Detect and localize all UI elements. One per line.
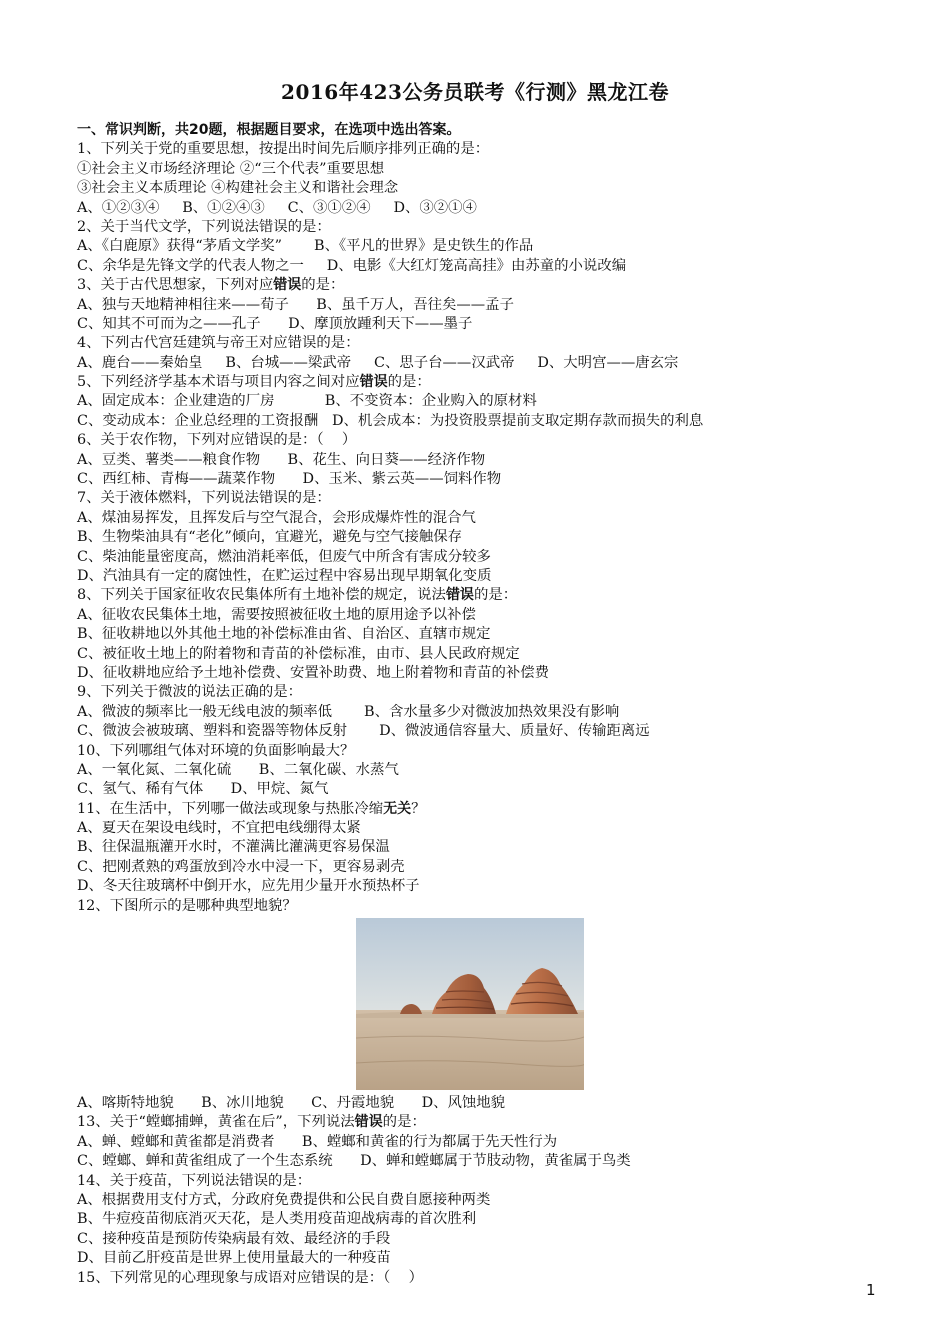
q10-options-2: C、氢气、稀有气体 D、甲烷、氮气 <box>77 781 329 798</box>
q5-stem-pre: 5、下列经济学基本术语与项目内容之间对应 <box>77 374 360 391</box>
q4-options: A、鹿台——秦始皇 B、台城——梁武帝 C、思子台——汉武帝 D、大明宫——唐玄宗 <box>77 354 679 371</box>
q6-options-2: C、西红柿、青梅——蔬菜作物 D、玉米、紫云英——饲料作物 <box>77 471 502 488</box>
q10-options-1: A、一氧化氮、二氧化硫 B、二氧化碳、水蒸气 <box>77 761 399 778</box>
landform-photo <box>356 918 584 1090</box>
yardang-landform-illustration <box>356 918 584 1090</box>
q14-stem: 14、关于疫苗，下列说法错误的是： <box>77 1172 312 1189</box>
q1-items-2: ③社会主义本质理论 ④构建社会主义和谐社会理念 <box>77 180 399 197</box>
q9-options-1: A、微波的频率比一般无线电波的频率低 B、含水量多少对微波加热效果没有影响 <box>77 703 620 720</box>
q11-stem-emphasis: 无关 <box>383 800 412 817</box>
q11-option-d: D、冬天往玻璃杯中倒开水，应先用少量开水预热杯子 <box>77 878 420 895</box>
q5-options-1: A、固定成本：企业建造的厂房 B、不变资本：企业购入的原材料 <box>77 393 537 410</box>
q1-options: A、①②③④ B、①②④③ C、③①②④ D、③②①④ <box>77 199 477 216</box>
page-number: 1 <box>866 1281 876 1299</box>
q12-stem: 12、下图所示的是哪种典型地貌？ <box>77 897 297 914</box>
q5-stem-emphasis: 错误 <box>359 374 388 391</box>
q14-option-d: D、目前乙肝疫苗是世界上使用量最大的一种疫苗 <box>77 1250 391 1267</box>
q14-option-a: A、根据费用支付方式，分政府免费提供和公民自费自愿接种两类 <box>77 1191 491 1208</box>
q12-options: A、喀斯特地貌 B、冰川地貌 C、丹霞地貌 D、风蚀地貌 <box>77 1095 506 1112</box>
q2-options-1: A、《白鹿原》获得“茅盾文学奖” B、《平凡的世界》是史铁生的作品 <box>77 238 534 255</box>
q7-option-a: A、煤油易挥发，且挥发后与空气混合，会形成爆炸性的混合气 <box>77 509 476 526</box>
q2-stem: 2、关于当代文学，下列说法错误的是： <box>77 218 331 235</box>
q8-stem-emphasis: 错误 <box>445 587 474 604</box>
q3-options-2: C、知其不可而为之——孔子 D、摩顶放踵利天下——墨子 <box>77 315 473 332</box>
q3-stem <box>77 276 897 295</box>
q11-stem-pre: 11、在生活中，下列哪一做法或现象与热胀冷缩 <box>77 800 384 817</box>
q8-option-c: C、被征收土地上的附着物和青苗的补偿标准，由市、县人民政府规定 <box>77 645 520 662</box>
q12-figure-container <box>77 916 897 1094</box>
q4-stem: 4、下列古代宫廷建筑与帝王对应错误的是： <box>77 335 360 352</box>
q3-stem-pre: 3、关于古代思想家，下列对应 <box>77 277 274 294</box>
q10-stem: 10、下列哪组气体对环境的负面影响最大？ <box>77 742 355 759</box>
q9-stem: 9、下列关于微波的说法正确的是： <box>77 684 303 701</box>
q7-option-c: C、柴油能量密度高，燃油消耗率低，但废气中所含有害成分较多 <box>77 548 491 565</box>
q7-option-b: B、生物柴油具有“老化”倾向，宜避光，避免与空气接触保存 <box>77 529 463 546</box>
q5-options-2: C、变动成本：企业总经理的工资报酬 D、机会成本：为投资股票提前支取定期存款而损失的利息 <box>77 412 704 429</box>
q6-stem: 6、关于农作物，下列对应错误的是：（ ） <box>77 432 357 449</box>
q13-stem-emphasis: 错误 <box>354 1114 383 1131</box>
q13-stem-pre: 13、关于“螳螂捕蝉，黄雀在后”，下列说法 <box>77 1114 355 1131</box>
q1-items-1: ①社会主义市场经济理论 ②“三个代表”重要思想 <box>77 160 385 177</box>
question-list <box>77 121 897 1288</box>
q8-stem-post: 的是： <box>473 587 518 604</box>
q13-stem-post: 的是： <box>382 1114 426 1131</box>
q9-options-2: C、微波会被玻璃、塑料和瓷器等物体反射 D、微波通信容量大、质量好、传输距离远 <box>77 723 650 740</box>
q5-stem-post: 的是： <box>387 374 431 391</box>
q13-options-2: C、螳螂、蝉和黄雀组成了一个生态系统 D、蝉和螳螂属于节肢动物，黄雀属于鸟类 <box>77 1153 631 1170</box>
q8-option-d: D、征收耕地应给予土地补偿费、安置补助费、地上附着物和青苗的补偿费 <box>77 664 550 681</box>
q11-option-c: C、把刚煮熟的鸡蛋放到冷水中浸一下，更容易剥壳 <box>77 858 405 875</box>
q14-option-b: B、牛痘疫苗彻底消灭天花，是人类用疫苗迎战病毒的首次胜利 <box>77 1211 477 1228</box>
q8-stem <box>77 586 897 605</box>
q6-options-1: A、豆类、薯类——粮食作物 B、花生、向日葵——经济作物 <box>77 451 486 468</box>
section-heading: 一、常识判断，共20题，根据题目要求，在选项中选出答案。 <box>77 122 461 138</box>
q15-stem: 15、下列常见的心理现象与成语对应错误的是：（ ） <box>77 1269 424 1286</box>
q13-options-1: A、蝉、螳螂和黄雀都是消费者 B、螳螂和黄雀的行为都属于先天性行为 <box>77 1133 558 1150</box>
q3-stem-emphasis: 错误 <box>273 277 302 294</box>
page-title: 2016年423公务员联考《行测》黑龙江卷 <box>281 80 669 104</box>
q8-stem-pre: 8、下列关于国家征收农民集体所有土地补偿的规定，说法 <box>77 587 446 604</box>
q11-stem <box>77 800 897 819</box>
q1-stem: 1、下列关于党的重要思想，按提出时间先后顺序排列正确的是： <box>77 141 490 158</box>
q11-option-b: B、往保温瓶灌开水时，不灌满比灌满更容易保温 <box>77 839 390 856</box>
q8-option-a: A、征收农民集体土地，需要按照被征收土地的原用途予以补偿 <box>77 606 476 623</box>
q2-options-2: C、余华是先锋文学的代表人物之一 D、电影《大红灯笼高高挂》由苏童的小说改编 <box>77 257 627 274</box>
q11-option-a: A、夏天在架设电线时，不宜把电线绷得太紧 <box>77 820 361 837</box>
q3-options-1: A、独与天地精神相往来——荀子 B、虽千万人，吾往矣——孟子 <box>77 296 514 313</box>
q14-option-c: C、接种疫苗是预防传染病最有效、最经济的手段 <box>77 1230 391 1247</box>
q11-stem-post: ？ <box>411 800 426 817</box>
q5-stem <box>77 373 897 392</box>
q13-stem <box>77 1113 897 1132</box>
q7-stem: 7、关于液体燃料，下列说法错误的是： <box>77 490 331 507</box>
q8-option-b: B、征收耕地以外其他土地的补偿标准由省、自治区、直辖市规定 <box>77 626 491 643</box>
q7-option-d: D、汽油具有一定的腐蚀性，在贮运过程中容易出现早期氧化变质 <box>77 567 492 584</box>
q3-stem-post: 的是： <box>301 277 345 294</box>
